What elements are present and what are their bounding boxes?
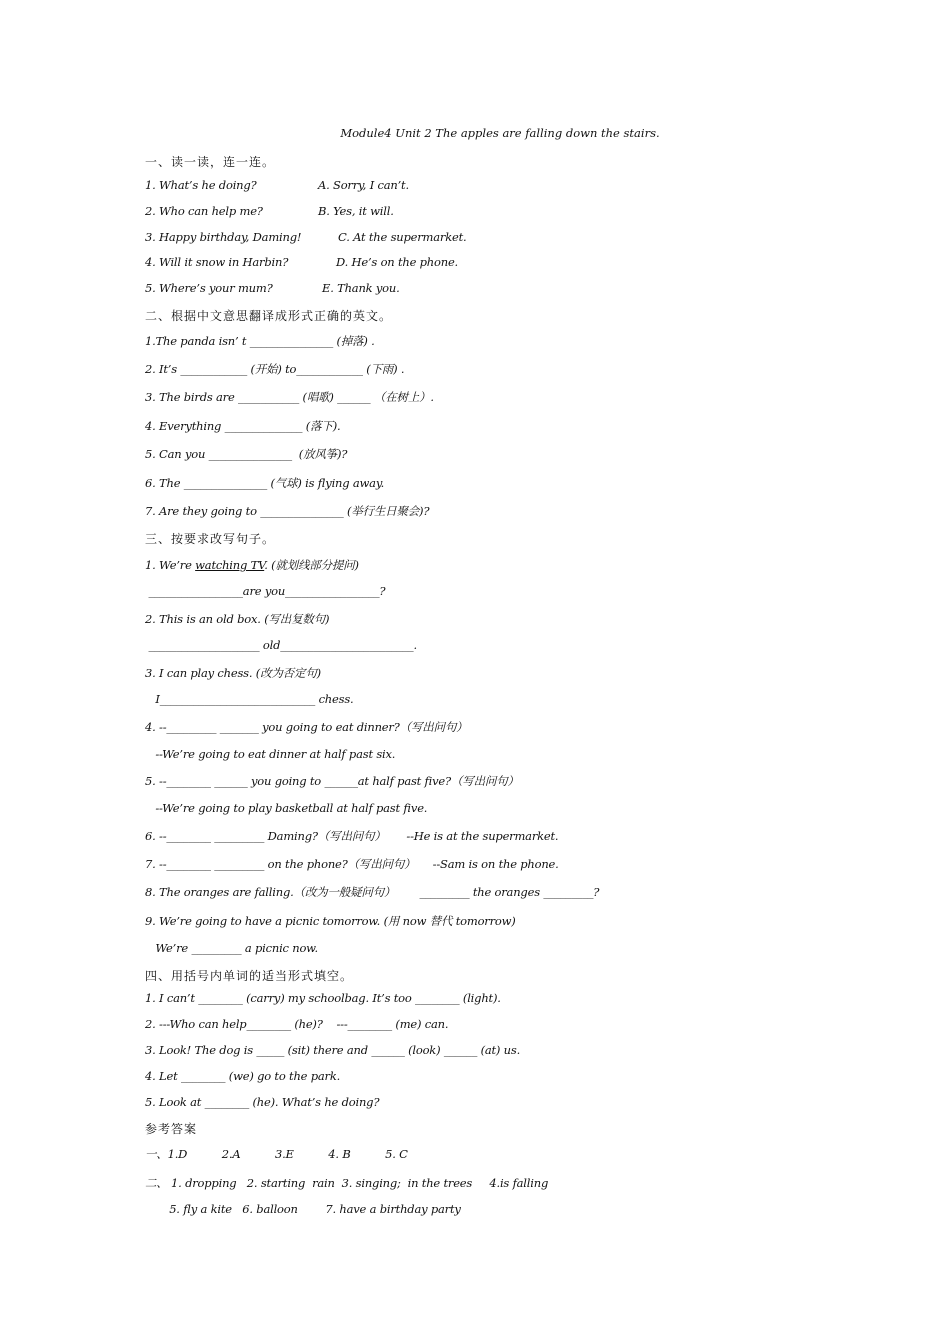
section-heading: 三、按要求改写句子。 [145, 532, 276, 546]
worksheet-line: 9. We’re going to have a picnic tomorrow. (用 now 替代 tomorrow) [145, 914, 516, 928]
worksheet-line: We’re _________ a picnic now. [145, 941, 318, 955]
worksheet-line: D. He’s on the phone. [336, 255, 459, 269]
worksheet-line: 二、 1. dropping 2. starting rain 3. singing; in the trees 4.is falling [145, 1176, 549, 1190]
worksheet-line: 3. I can play chess. (改为否定句) [145, 666, 321, 680]
worksheet-line: --We’re going to play basketball at half past five. [145, 801, 428, 815]
worksheet-line: 5. fly a kite 6. balloon 7. have a birthday party [145, 1202, 461, 1216]
worksheet-line: 5. Look at ________ (he). What’s he doing? [145, 1095, 380, 1109]
worksheet-line: 2. Who can help me? [145, 204, 263, 218]
worksheet-line: 7. --________ _________ on the phone?（写出问句） --Sam is on the phone. [145, 857, 559, 871]
worksheet-line: 6. --________ _________ Daming?（写出问句） --He is at the supermarket. [145, 829, 559, 843]
worksheet-line: B. Yes, it will. [318, 204, 394, 218]
worksheet-line: 4. Everything ______________ (落下). [145, 419, 341, 433]
worksheet-line: 3. The birds are ___________ (唱歌) ______ （在树上）. [145, 390, 434, 404]
section-heading: 参考答案 [145, 1122, 198, 1136]
worksheet-line: --We’re going to eat dinner at half past six. [145, 747, 396, 761]
worksheet-line: 2. ---Who can help________ (he)? ---________ (me) can. [145, 1017, 449, 1031]
worksheet-line: 一、1.D 2.A 3.E 4. B 5. C [145, 1147, 408, 1161]
page-title: Module4 Unit 2 The apples are falling down the stairs. [340, 126, 660, 140]
worksheet-line: 3. Happy birthday, Daming! [145, 230, 302, 244]
section-heading: 四、用括号内单词的适当形式填空。 [145, 969, 354, 983]
worksheet-line: 8. The oranges are falling.（改为一般疑问句） _________ the oranges _________? [145, 885, 600, 899]
worksheet-line: 1.The panda isn’ t _______________ (掉落) . [145, 334, 375, 348]
worksheet-line: _________________are you_________________? [145, 584, 386, 598]
worksheet-line: 1. I can’t ________ (carry) my schoolbag. It’s too ________ (light). [145, 991, 501, 1005]
worksheet-line: 3. Look! The dog is _____ (sit) there and ______ (look) ______ (at) us. [145, 1043, 521, 1057]
worksheet-line: 1. We’re watching TV. (就划线部分提问) [145, 558, 359, 572]
worksheet-line: 1. What’s he doing? [145, 178, 257, 192]
worksheet-line: 4. --_________ _______ you going to eat dinner?（写出问句） [145, 720, 468, 734]
worksheet-line: 2. It’s ____________ (开始) to____________ (下雨) . [145, 362, 405, 376]
worksheet-line: 7. Are they going to _______________ (举行生日聚会)? [145, 504, 430, 518]
worksheet-line: ____________________ old________________________. [145, 638, 417, 652]
worksheet-line: 2. This is an old box. (写出复数句) [145, 612, 330, 626]
worksheet-line: 5. Where’s your mum? [145, 281, 273, 295]
underlined-phrase: watching TV [195, 558, 265, 572]
worksheet-line: A. Sorry, I can’t. [318, 178, 409, 192]
section-heading: 二、根据中文意思翻译成形式正确的英文。 [145, 309, 393, 323]
worksheet-line: 4. Will it snow in Harbin? [145, 255, 289, 269]
worksheet-line: 6. The _______________ (气球) is flying away. [145, 476, 385, 490]
worksheet-line: 5. --________ ______ you going to ______at half past five?（写出问句） [145, 774, 519, 788]
worksheet-line: 5. Can you _______________ (放风筝)? [145, 447, 348, 461]
section-heading: 一、读一读，连一连。 [145, 155, 276, 169]
worksheet-line: C. At the supermarket. [338, 230, 467, 244]
worksheet-line: 4. Let ________ (we) go to the park. [145, 1069, 341, 1083]
worksheet-line: I____________________________ chess. [145, 692, 354, 706]
worksheet-line: E. Thank you. [322, 281, 400, 295]
